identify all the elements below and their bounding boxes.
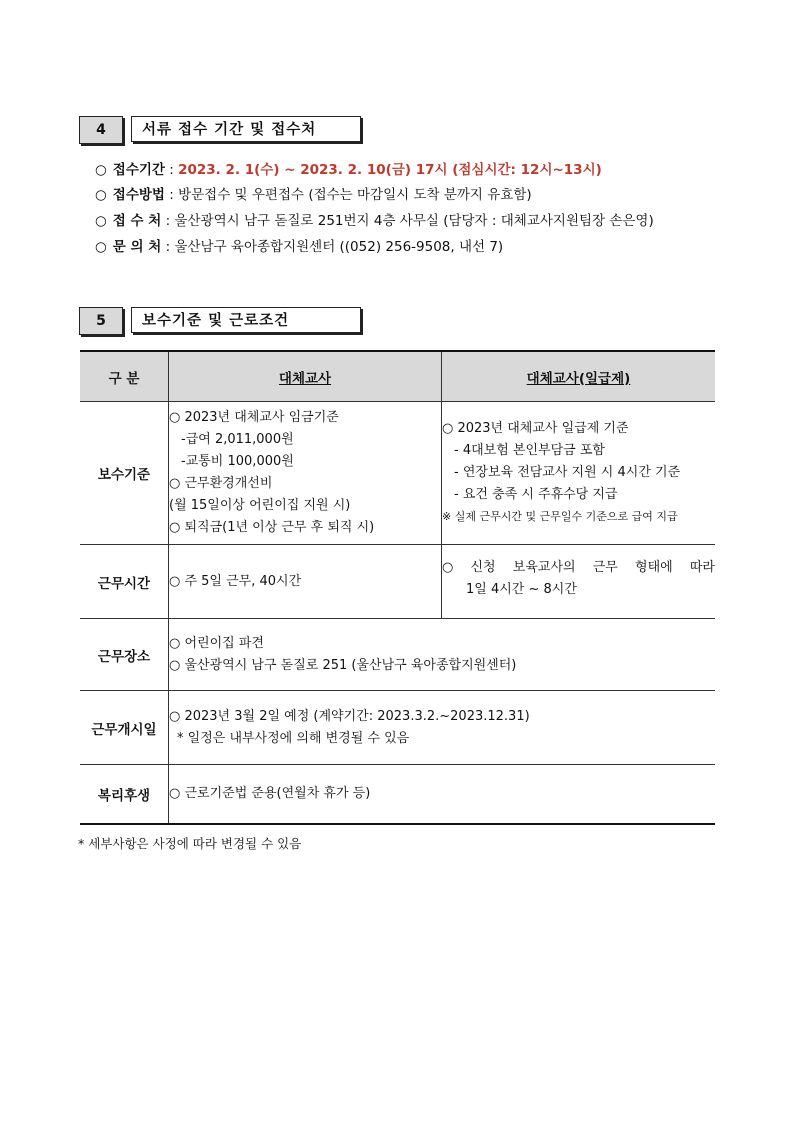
word: 따라 [689,560,715,575]
table-row-welfare [80,765,715,824]
info-value: 울산광역시 남구 돋질로 251번지 4층 사무실 (담당자 : 대체교사지원팀장 손은영) [174,213,654,229]
hours-substitute-cell [169,545,442,619]
info-separator: : [161,213,175,229]
row-label: 근무장소 [80,619,169,691]
conditions-table [80,350,715,825]
header-label: 대체교사(일급제) [526,370,631,387]
table-row-pay [80,402,715,545]
pay-daily-cell [442,402,716,545]
cell-line: ○ 주 5일 근무, 40시간 [169,573,302,589]
cell-line-justified [442,557,715,579]
info-separator: : [161,239,175,255]
cell-line: ○ 울산광역시 남구 돋질로 251 (울산남구 육아종합지원센터) [169,657,517,673]
header-category: 구 분 [80,351,169,402]
table-row-hours [80,545,715,619]
cell-line: ○ 2023년 대체교사 일급제 기준 [442,421,629,436]
word: 신청 [470,560,496,575]
cell-line: ○ 2023년 대체교사 임금기준 [169,410,339,425]
row-label: 보수기준 [80,402,169,545]
info-line-period [95,159,602,181]
table-row-start [80,691,715,765]
info-line-contact [95,236,503,258]
header-daily-substitute-teacher [442,351,716,402]
table-header-row [80,351,715,402]
cell-line: ○ 근로기준법 준용(연월차 휴가 등) [169,785,371,801]
info-label: 접수기간 [112,162,165,178]
cell-line: ○ 어린이집 파견 [169,635,264,651]
cell-line: - 4대보험 본인부담금 포함 [454,443,605,458]
cell-line: -급여 2,011,000원 [181,432,294,447]
start-cell [169,691,716,765]
place-cell [169,619,716,691]
cell-line: -교통비 100,000원 [181,454,294,469]
welfare-cell [169,765,716,824]
cell-line: * 일정은 내부사정에 의해 변경될 수 있음 [177,730,410,746]
circle-bullet-icon: ○ [95,213,107,229]
pay-substitute-cell [169,402,442,545]
section-title: 보수기준 및 근로조건 [131,307,361,333]
word: 보육교사의 [512,560,576,575]
cell-line: - 연장보육 전담교사 지원 시 4시간 기준 [454,465,681,480]
info-value: 2023. 2. 1(수) ~ 2023. 2. 10(금) 17시 (점심시간: 12시~13시) [178,162,602,178]
table-row-place [80,619,715,691]
info-line-place [95,210,654,232]
cell-line: ○ 2023년 3월 2일 예정 (계약기간: 2023.3.2.~2023.12.31) [169,708,530,724]
info-label: 접 수 처 [112,213,162,229]
info-line-method [95,184,532,206]
info-value: 방문접수 및 우편접수 (접수는 마감일시 도착 분까지 유효함) [178,187,532,203]
section-number: 4 [79,116,123,144]
cell-note: ※ 실제 근무시간 및 근무일수 기준으로 급여 지급 [442,510,678,523]
info-separator: : [164,187,179,203]
cell-line: ○ 근무환경개선비 [169,476,273,491]
hours-daily-cell [442,545,716,619]
word: 형태에 [635,560,673,575]
row-label: 근무개시일 [80,691,169,765]
info-label: 문 의 처 [112,239,162,255]
circle-bullet-icon: ○ [95,239,107,255]
cell-line: ○ 퇴직금(1년 이상 근무 후 퇴직 시) [169,520,375,535]
word: 근무 [592,560,618,575]
section-title: 서류 접수 기간 및 접수처 [131,116,361,142]
info-separator: : [164,162,179,178]
row-label: 근무시간 [80,545,169,619]
header-label: 대체교사 [278,370,332,387]
cell-line: (월 15일이상 어린이집 지원 시) [169,498,351,513]
circle-bullet-icon: ○ [95,187,107,203]
info-value: 울산남구 육아종합지원센터 ((052) 256-9508, 내선 7) [174,239,504,255]
info-label: 접수방법 [112,187,165,203]
word: ○ [442,560,454,575]
footnote: * 세부사항은 사정에 따라 변경될 수 있음 [78,836,302,851]
circle-bullet-icon: ○ [95,162,107,178]
row-label: 복리후생 [80,765,169,824]
header-substitute-teacher [169,351,442,402]
section-number: 5 [79,307,123,335]
cell-line: 1일 4시간 ~ 8시간 [466,582,577,597]
cell-line: - 요건 충족 시 주휴수당 지급 [454,487,618,502]
